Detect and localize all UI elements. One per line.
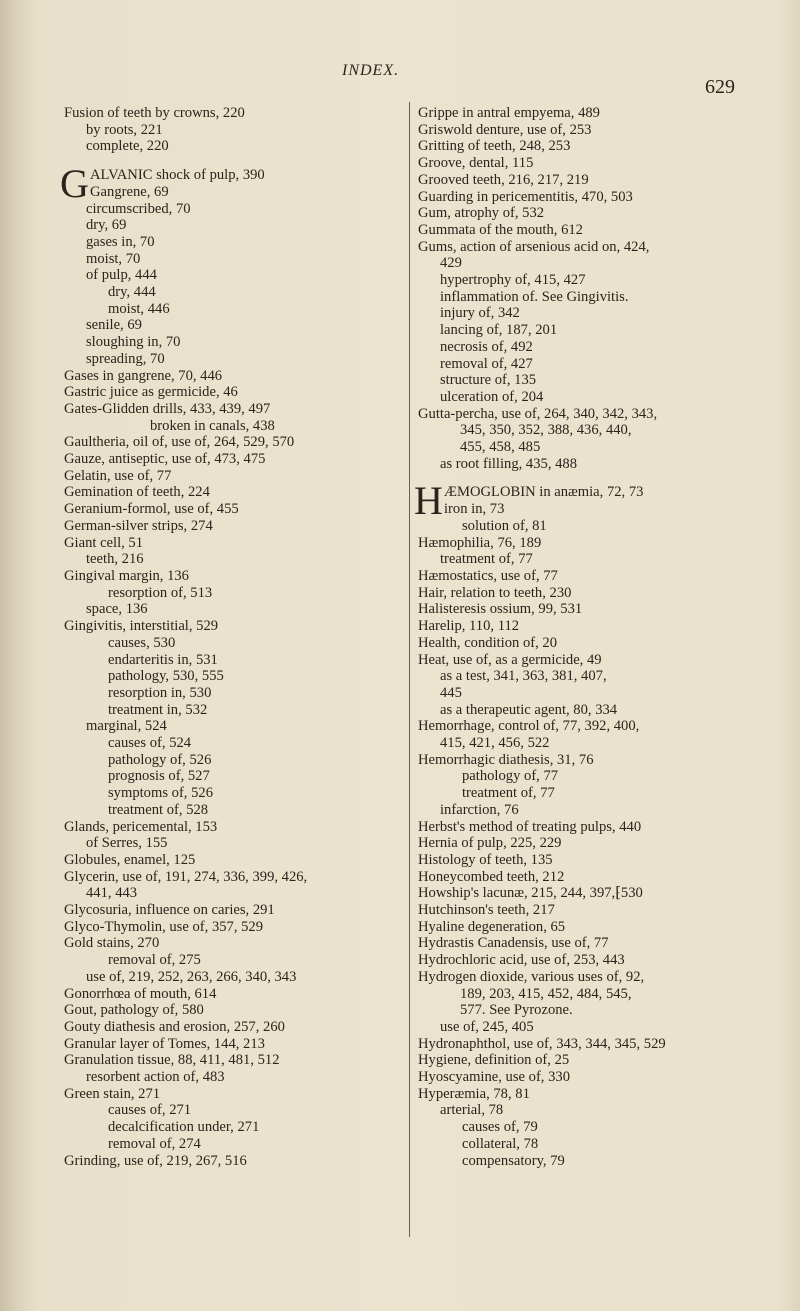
entry-text: 189, 203, 415, 452, 484, 545, [460, 985, 632, 1002]
entry-text: compensatory, 79 [462, 1152, 565, 1169]
index-entry [418, 205, 778, 222]
entry-text: senile, 69 [86, 317, 142, 334]
index-entry [64, 835, 384, 852]
index-entry [418, 685, 778, 702]
entry-text: moist, 446 [108, 300, 170, 317]
drop-cap-letter: G [60, 161, 89, 207]
index-entry [418, 601, 778, 618]
index-entry [64, 702, 384, 719]
index-entry [64, 184, 384, 201]
index-entry [64, 969, 384, 986]
entry-text: Gingivitis, interstitial, 529 [64, 618, 219, 635]
entry-text: dry, 444 [108, 284, 156, 301]
entry-text: collateral, 78 [462, 1135, 539, 1152]
entry-text: Gums, action of arsenious acid on, 424, [418, 238, 650, 255]
entry-text: arterial, 78 [440, 1102, 504, 1119]
index-entry [64, 568, 384, 585]
entry-text: Halisteresis ossium, 99, 531 [418, 601, 583, 618]
index-entry [418, 322, 778, 339]
index-entry [418, 1019, 778, 1036]
entry-text: Gritting of teeth, 248, 253 [418, 138, 571, 155]
index-entry [64, 301, 384, 318]
index-entry [418, 919, 778, 936]
index-entry [64, 685, 384, 702]
entry-text: Glands, pericemental, 153 [64, 818, 218, 835]
index-entry [64, 1002, 384, 1019]
index-entry [418, 189, 778, 206]
entry-text: Gold stains, 270 [64, 935, 160, 952]
index-entry [64, 551, 384, 568]
index-entry [64, 986, 384, 1003]
index-entry [64, 368, 384, 385]
index-entry [64, 885, 384, 902]
index-entry [418, 172, 778, 189]
entry-text: as a therapeutic agent, 80, 334 [440, 701, 618, 718]
entry-text: circumscribed, 70 [86, 200, 191, 217]
index-entry [418, 852, 778, 869]
index-entry [418, 735, 778, 752]
entry-text: removal of, 274 [108, 1135, 201, 1152]
entry-text: Gonorrhœa of mouth, 614 [64, 985, 217, 1002]
entry-text: treatment in, 532 [108, 701, 208, 718]
entry-text: pathology, 530, 555 [108, 668, 224, 685]
index-entry [418, 802, 778, 819]
index-entry [64, 652, 384, 669]
entry-text: ÆMOGLOBIN in anæmia, 72, 73 [444, 484, 644, 501]
index-entry [418, 702, 778, 719]
index-entry [64, 819, 384, 836]
entry-text: Green stain, 271 [64, 1085, 161, 1102]
index-entry [64, 284, 384, 301]
entry-text: of Serres, 155 [86, 835, 168, 852]
index-entry [418, 1052, 778, 1069]
entry-text: Hair, relation to teeth, 230 [418, 584, 572, 601]
index-entry [418, 986, 778, 1003]
entry-text: Gelatin, use of, 77 [64, 467, 172, 484]
entry-text: Gemination of teeth, 224 [64, 484, 210, 501]
entry-text: Gum, atrophy of, 532 [418, 205, 545, 222]
entry-text: space, 136 [86, 601, 148, 618]
index-entry [64, 869, 384, 886]
entry-text: broken in canals, 438 [150, 417, 275, 434]
index-entry [418, 255, 778, 272]
index-entry [418, 501, 778, 518]
index-entry [64, 1036, 384, 1053]
index-entry [64, 1019, 384, 1036]
index-entry [64, 902, 384, 919]
entry-text: injury of, 342 [440, 305, 520, 322]
index-entry [64, 138, 384, 155]
entry-text: Hydronaphthol, use of, 343, 344, 345, 529 [418, 1035, 666, 1052]
entry-text: sloughing in, 70 [86, 334, 181, 351]
index-entry [64, 217, 384, 234]
index-entry [418, 885, 778, 902]
entry-text: lancing of, 187, 201 [440, 322, 558, 339]
index-entry [64, 201, 384, 218]
index-entry [418, 652, 778, 669]
entry-text: Glycosuria, influence on caries, 291 [64, 902, 275, 919]
index-entry [418, 305, 778, 322]
index-entry [418, 869, 778, 886]
entry-text: Hernia of pulp, 225, 229 [418, 835, 562, 852]
column-divider [409, 102, 410, 1237]
index-entry [64, 735, 384, 752]
index-entry [64, 351, 384, 368]
entry-text: Histology of teeth, 135 [418, 851, 553, 868]
entry-text: Granular layer of Tomes, 144, 213 [64, 1035, 265, 1052]
index-entry [64, 484, 384, 501]
index-entry [64, 334, 384, 351]
entry-text: Gaultheria, oil of, use of, 264, 529, 570 [64, 434, 295, 451]
index-entry [64, 952, 384, 969]
index-entry [418, 1136, 778, 1153]
index-entry [64, 401, 384, 418]
entry-text: Health, condition of, 20 [418, 634, 558, 651]
entry-text: pathology of, 77 [462, 768, 559, 785]
entry-text: 445 [440, 684, 462, 701]
index-entry [64, 434, 384, 451]
entry-text: Gauze, antiseptic, use of, 473, 475 [64, 451, 266, 468]
entry-text: symptoms of, 526 [108, 785, 213, 802]
index-entry [418, 439, 778, 456]
index-entry [64, 802, 384, 819]
entry-text: Harelip, 110, 112 [418, 618, 520, 635]
entry-text: dry, 69 [86, 217, 127, 234]
entry-text: Herbst's method of treating pulps, 440 [418, 818, 642, 835]
entry-text: as root filling, 435, 488 [440, 455, 578, 472]
running-head: INDEX. [342, 62, 400, 79]
index-entry [64, 105, 384, 122]
index-entry [418, 635, 778, 652]
entry-text: resorption in, 530 [108, 684, 212, 701]
entry-text: Groove, dental, 115 [418, 155, 534, 172]
entry-text: Grooved teeth, 216, 217, 219 [418, 171, 589, 188]
index-entry [418, 1086, 778, 1103]
index-entry [64, 1102, 384, 1119]
entry-text: causes of, 271 [108, 1102, 192, 1119]
entry-text: Hydrastis Canadensis, use of, 77 [418, 935, 609, 952]
index-entry [418, 551, 778, 568]
entry-text: complete, 220 [86, 138, 169, 155]
entry-text: use of, 245, 405 [440, 1018, 534, 1035]
entry-text: Granulation tissue, 88, 411, 481, 512 [64, 1052, 280, 1069]
index-entry [418, 1036, 778, 1053]
index-entry [64, 234, 384, 251]
index-entry [64, 718, 384, 735]
entry-text: Gingival margin, 136 [64, 567, 189, 584]
index-entry [418, 618, 778, 635]
entry-text: German-silver strips, 274 [64, 517, 213, 534]
entry-text: as a test, 341, 363, 381, 407, [440, 668, 607, 685]
entry-text: 429 [440, 255, 462, 272]
index-entry [64, 585, 384, 602]
entry-text: ALVANIC shock of pulp, 390 [90, 167, 265, 184]
entry-text: 577. See Pyrozone. [460, 1002, 573, 1019]
index-entry [418, 668, 778, 685]
index-entry [418, 222, 778, 239]
index-entry [64, 451, 384, 468]
index-entry [418, 752, 778, 769]
index-entry [64, 1086, 384, 1103]
entry-text: resorbent action of, 483 [86, 1069, 225, 1086]
index-entry [64, 785, 384, 802]
entry-text: Hyperæmia, 78, 81 [418, 1085, 530, 1102]
entry-text: decalcification under, 271 [108, 1119, 260, 1136]
index-entry [64, 1153, 384, 1170]
entry-text: iron in, 73 [444, 501, 505, 518]
index-entry [418, 819, 778, 836]
entry-text: Gutta-percha, use of, 264, 340, 342, 343, [418, 405, 658, 422]
entry-text: Glycerin, use of, 191, 274, 336, 399, 426, [64, 868, 308, 885]
index-entry [64, 752, 384, 769]
entry-text: gases in, 70 [86, 233, 155, 250]
index-entry [418, 1119, 778, 1136]
entry-text: necrosis of, 492 [440, 338, 533, 355]
index-entry [418, 155, 778, 172]
index-entry [64, 635, 384, 652]
entry-text: causes of, 79 [462, 1119, 538, 1136]
index-entry [418, 785, 778, 802]
index-entry [64, 852, 384, 869]
entry-text: Gout, pathology of, 580 [64, 1002, 204, 1019]
entry-text: solution of, 81 [462, 517, 547, 534]
entry-text: Gangrene, 69 [90, 183, 169, 200]
index-entry [418, 585, 778, 602]
entry-text: Hydrogen dioxide, various uses of, 92, [418, 968, 645, 985]
entry-text: Gouty diathesis and erosion, 257, 260 [64, 1018, 285, 1035]
index-entry [64, 1119, 384, 1136]
entry-text: causes of, 524 [108, 735, 192, 752]
entry-text: Gases in gangrene, 70, 446 [64, 367, 223, 384]
index-entry [418, 535, 778, 552]
entry-text: Hyaline degeneration, 65 [418, 918, 566, 935]
entry-text: removal of, 427 [440, 355, 533, 372]
entry-text: Hyoscyamine, use of, 330 [418, 1069, 570, 1086]
entry-text: causes, 530 [108, 634, 176, 651]
index-entry [64, 518, 384, 535]
entry-text: by roots, 221 [86, 121, 163, 138]
index-entry [64, 267, 384, 284]
index-entry [418, 389, 778, 406]
entry-text: endarteritis in, 531 [108, 651, 218, 668]
entry-text: treatment of, 77 [440, 551, 533, 568]
entry-text: Grinding, use of, 219, 267, 516 [64, 1152, 247, 1169]
index-entry [64, 1136, 384, 1153]
index-entry [418, 272, 778, 289]
entry-text: marginal, 524 [86, 718, 167, 735]
entry-text: Globules, enamel, 125 [64, 851, 196, 868]
entry-text: prognosis of, 527 [108, 768, 210, 785]
entry-text: infarction, 76 [440, 801, 519, 818]
entry-text: treatment of, 77 [462, 785, 555, 802]
index-entry [64, 1069, 384, 1086]
entry-text: ulceration of, 204 [440, 388, 544, 405]
index-entry [64, 618, 384, 635]
index-entry [64, 251, 384, 268]
entry-text: use of, 219, 252, 263, 266, 340, 343 [86, 968, 297, 985]
entry-text: Gates-Glidden drills, 433, 439, 497 [64, 400, 271, 417]
index-entry [418, 406, 778, 423]
index-entry [64, 501, 384, 518]
entry-text: inflammation of. See Gingivitis. [440, 288, 629, 305]
index-entry [418, 138, 778, 155]
entry-text: Hæmostatics, use of, 77 [418, 567, 558, 584]
index-entry [418, 1069, 778, 1086]
entry-text: 415, 421, 456, 522 [440, 735, 550, 752]
index-entry [418, 935, 778, 952]
index-entry [64, 122, 384, 139]
index-entry [418, 1102, 778, 1119]
entry-text: Gummata of the mouth, 612 [418, 221, 583, 238]
entry-text: Gastric juice as germicide, 46 [64, 384, 238, 401]
section-gap [64, 155, 384, 167]
index-entry [418, 969, 778, 986]
index-entry [418, 518, 778, 535]
index-entry [64, 919, 384, 936]
index-entry [64, 384, 384, 401]
entry-text: 345, 350, 352, 388, 436, 440, [460, 422, 632, 439]
index-entry [418, 356, 778, 373]
entry-text: removal of, 275 [108, 952, 201, 969]
index-entry [418, 122, 778, 139]
entry-text: Hemorrhagic diathesis, 31, 76 [418, 751, 594, 768]
index-entry [64, 601, 384, 618]
index-entry [418, 768, 778, 785]
index-entry [64, 468, 384, 485]
entry-text: of pulp, 444 [86, 267, 157, 284]
entry-text: spreading, 70 [86, 350, 165, 367]
entry-text: resorption of, 513 [108, 584, 213, 601]
index-entry [418, 422, 778, 439]
entry-text: Howship's lacunæ, 215, 244, 397,⁅530 [418, 885, 643, 902]
index-entry [418, 239, 778, 256]
index-entry [418, 372, 778, 389]
entry-text: teeth, 216 [86, 551, 144, 568]
entry-text: Giant cell, 51 [64, 534, 144, 551]
index-entry [418, 105, 778, 122]
entry-text: pathology of, 526 [108, 751, 212, 768]
index-entry [418, 456, 778, 473]
entry-text: Hydrochloric acid, use of, 253, 443 [418, 952, 625, 969]
entry-text: Grippe in antral empyema, 489 [418, 105, 600, 121]
section-gap [418, 472, 778, 484]
entry-text: Hæmophilia, 76, 189 [418, 534, 542, 551]
entry-text: Hygiene, definition of, 25 [418, 1052, 570, 1069]
index-entry [418, 835, 778, 852]
entry-text: Guarding in pericementitis, 470, 503 [418, 188, 633, 205]
index-entry [64, 317, 384, 334]
entry-text: structure of, 135 [440, 372, 537, 389]
index-column-right [414, 105, 778, 1169]
index-entry [64, 418, 384, 435]
entry-text: moist, 70 [86, 250, 141, 267]
index-entry [418, 1002, 778, 1019]
entry-text: Fusion of teeth by crowns, 220 [64, 105, 245, 121]
index-entry [64, 668, 384, 685]
entry-text: 441, 443 [86, 885, 138, 902]
entry-text: hypertrophy of, 415, 427 [440, 272, 586, 289]
index-entry [64, 1052, 384, 1069]
page-number: 629 [705, 76, 735, 98]
index-entry [64, 535, 384, 552]
drop-cap-letter: H [414, 478, 443, 524]
entry-text: Honeycombed teeth, 212 [418, 868, 565, 885]
entry-text: treatment of, 528 [108, 801, 209, 818]
entry-text: Hutchinson's teeth, 217 [418, 902, 555, 919]
index-entry [418, 718, 778, 735]
entry-text: Hemorrhage, control of, 77, 392, 400, [418, 718, 640, 735]
entry-text: Glyco-Thymolin, use of, 357, 529 [64, 918, 264, 935]
index-entry [418, 339, 778, 356]
index-column-left [60, 105, 384, 1169]
entry-text: Griswold denture, use of, 253 [418, 121, 592, 138]
entry-text: Geranium-formol, use of, 455 [64, 501, 239, 518]
index-entry [418, 902, 778, 919]
entry-text: 455, 458, 485 [460, 439, 541, 456]
index-entry [418, 568, 778, 585]
index-entry [64, 768, 384, 785]
index-entry [418, 289, 778, 306]
index-entry [64, 935, 384, 952]
entry-text: Heat, use of, as a germicide, 49 [418, 651, 602, 668]
index-entry [418, 1153, 778, 1170]
index-entry [418, 952, 778, 969]
